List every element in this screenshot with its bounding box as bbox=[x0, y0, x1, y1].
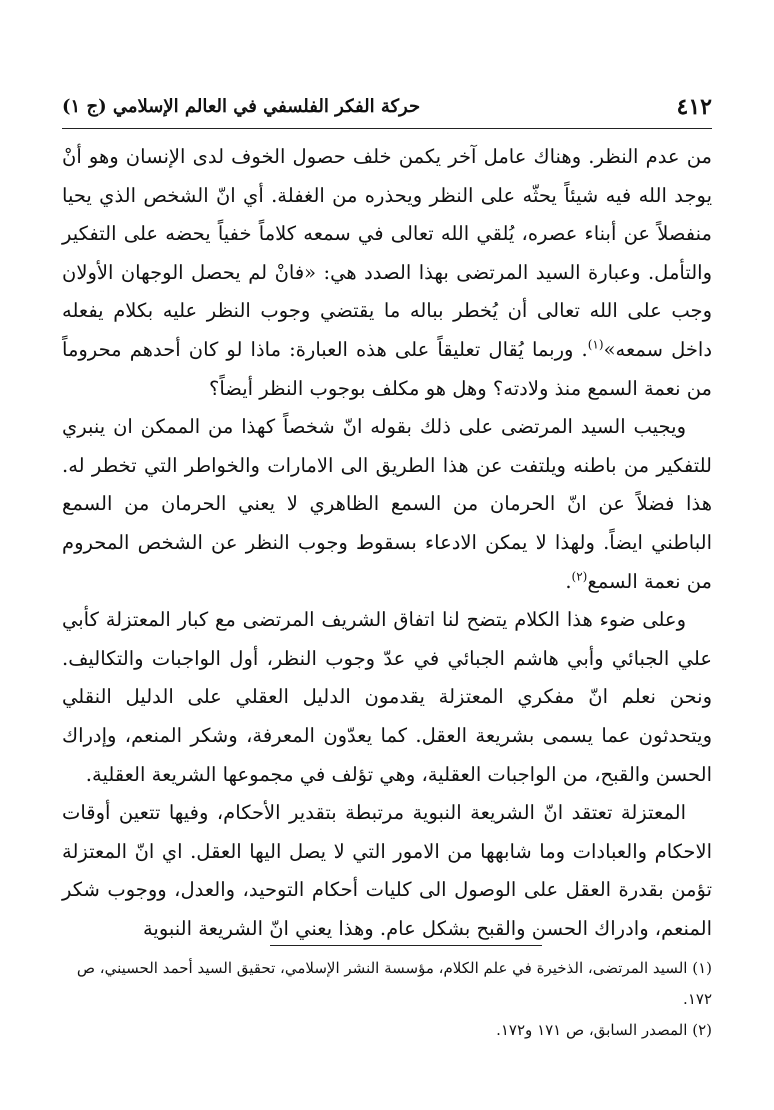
running-title: حركة الفكر الفلسفي في العالم الإسلامي (ج ١) bbox=[62, 96, 421, 117]
paragraph-2-tail: . bbox=[565, 569, 572, 593]
paragraph-1 bbox=[62, 138, 712, 408]
footnotes bbox=[62, 953, 712, 1046]
footnote-ref-1[interactable]: (١) bbox=[587, 337, 604, 352]
footnote-ref-2[interactable]: (٢) bbox=[571, 569, 588, 584]
paragraph-1-text: من عدم النظر. وهناك عامل آخر يكمن خلف حصول الخوف لدى الإنسان وهو أنْ يوجد الله فيه شيئاً يحثّه على النظر ويحذره من الغفلة. أي انّ الشخص الذي يحيا منفصلاً عن أبناء عصره، يُلقي الله تعالى في سمعه كلاماً خفياً يحضه على التفكير والتأمل. وعبارة السيد المرتضى بهذا الصدد هي: «فانْ لم يحصل الوجهان الأولان وجب على الله تعالى أن يُخطر بباله ما يقتضي وجوب النظر عليه بكلام يفعله داخل سمعه» bbox=[62, 145, 712, 361]
footnote-2 bbox=[62, 1015, 712, 1046]
header-rule bbox=[62, 128, 712, 129]
footnote-rule bbox=[270, 945, 542, 946]
main-text bbox=[62, 138, 712, 948]
paragraph-3: وعلى ضوء هذا الكلام يتضح لنا اتفاق الشريف المرتضى مع كبار المعتزلة كأبي علي الجبائي وأبي هاشم الجبائي في عدّ وجوب النظر، أول الواجبات والتكاليف. ونحن نعلم انّ مفكري المعتزلة يقدمون الدليل العقلي على الدليل النقلي ويتحدثون عما يسمى بشريعة العقل. كما يعدّون المعرفة، وشكر المنعم، وإدراك الحسن والقبح، من الواجبات العقلية، وهي تؤلف في مجموعها الشريعة العقلية. bbox=[62, 608, 712, 786]
footnote-1-text: السيد المرتضى، الذخيرة في علم الكلام، مؤسسة النشر الإسلامي، تحقيق السيد أحمد الحسيني، ص ١٧٢. bbox=[76, 959, 712, 1008]
footnote-2-number: (٢) bbox=[692, 1021, 712, 1039]
paragraph-1-tail: . وربما يُقال تعليقاً على هذه العبارة: ماذا لو كان أحدهم محروماً من نعمة السمع منذ ولادته؟ وهل هو مكلف بوجوب النظر أيضاً؟ bbox=[62, 337, 712, 400]
footnote-1 bbox=[62, 953, 712, 1015]
page-number: ٤١٢ bbox=[676, 94, 712, 120]
paragraph-4: المعتزلة تعتقد انّ الشريعة النبوية مرتبطة بتقدير الأحكام، وفيها تتعين أوقات الاحكام والعبادات وما شابهها من الامور التي لا يصل اليها العقل. اي انّ المعتزلة تؤمن بقدرة العقل على الوصول الى كليات أحكام التوحيد، والعدل، ووجوب شكر المنعم، وادراك الحسن والقبح بشكل عام. وهذا يعني انّ الشريعة النبوية bbox=[62, 801, 712, 940]
footnote-1-number: (١) bbox=[692, 959, 712, 977]
paragraph-2-text: ويجيب السيد المرتضى على ذلك بقوله انّ شخصاً كهذا من الممكن ان ينبري للتفكير من باطنه ويلتفت عن هذا الطريق الى الامارات والخواطر التي تخطر له. هذا فضلاً عن انّ الحرمان من السمع الظاهري لا يعني الحرمان من السمع الباطني ايضاً. ولهذا لا يمكن الادعاء بسقوط وجوب النظر عن الشخص المحروم من نعمة السمع bbox=[62, 415, 712, 593]
footnote-2-text: المصدر السابق، ص ١٧١ و١٧٢. bbox=[496, 1021, 688, 1039]
paragraph-2 bbox=[62, 408, 712, 601]
page-header bbox=[62, 90, 712, 124]
